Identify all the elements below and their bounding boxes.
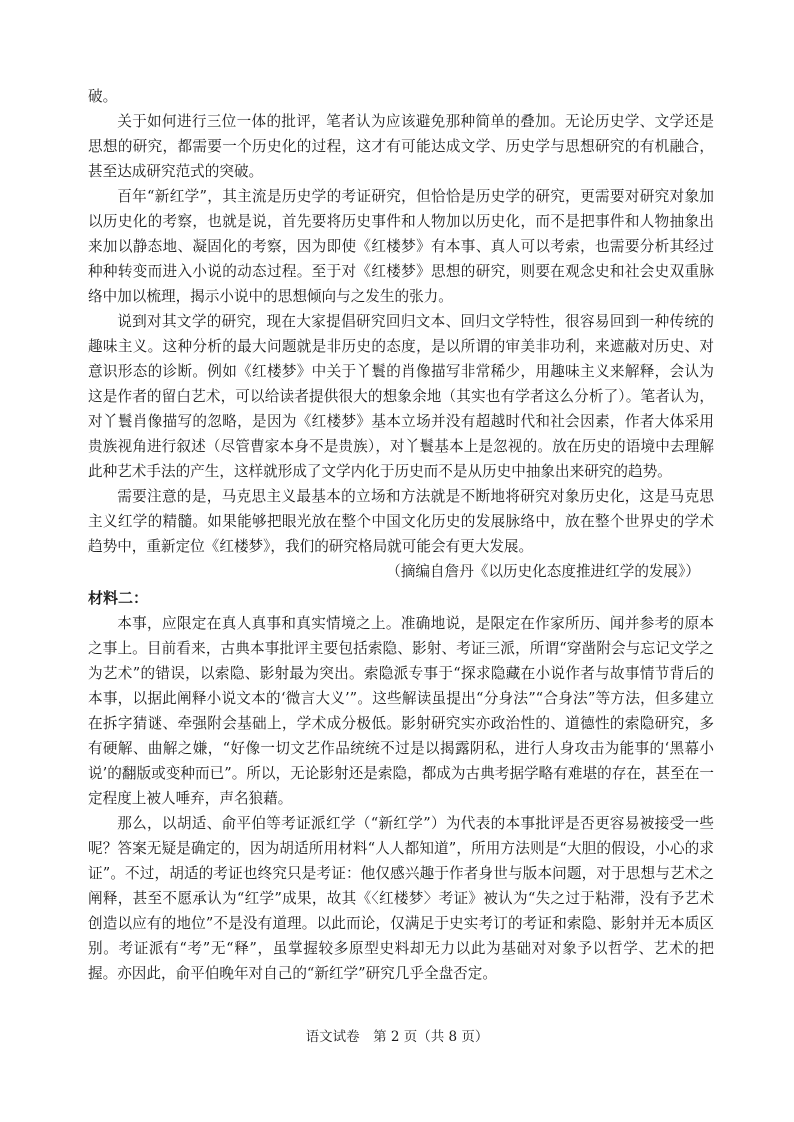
paragraph-continuation: 破。 [88,88,118,105]
paragraph: 百年“新红学”，其主流是历史学的考证研究，但恰恰是历史学的研究，更需要对研究对象加以历史化的考察，也就是说，首先要将历史事件和人物加以历史化，而不是把事件和人物抽象出来加以静态地、凝固化的考察，因为即使《红楼梦》有本事、真人可以考索，也需要分析其经过种种转变而进入小说的动态过程。至于对《红楼梦》思想的研究，则要在观念史和社会史双重脉络中加以梳理，揭示小说中的思想倾向与之发生的张力。 [88,188,714,305]
paragraph: 关于如何进行三位一体的批评，笔者认为应该避免那种简单的叠加。无论历史学、文学还是思想的研究，都需要一个历史化的过程，这才有可能达成文学、历史学与思想研究的有机融合，甚至达成研究范式的突破。 [88,113,714,180]
page-content [88,84,714,986]
section-heading-material-2: 材料二： [88,589,149,607]
paragraph: 本事，应限定在真人真事和真实情境之上。准确地说，是限定在作家所历、闻并参考的原本之事上。目前看来，古典本事批评主要包括索隐、影射、考证三派，所谓“穿凿附会与忘记文学之为艺术”的错误，以索隐、影射最为突出。索隐派专事于“探求隐藏在小说作者与故事情节背后的本事，以据此阐释小说文本的‘微言大义’”。这些解读虽提出“分身法”“合身法”等方法，但多建立在拆字猜谜、牵强附会基础上，学术成分极低。影射研究实亦政治性的、道德性的索隐研究，多有硬解、曲解之嫌，“好像一切文艺作品统统不过是以揭露阴私，进行人身攻击为能事的‘黑幕小说’的翻版或变种而已”。所以，无论影射还是索隐，都成为古典考据学略有难堪的存在，甚至在一定程度上被人唾弃，声名狼藉。 [88,615,714,807]
paragraph: 需要注意的是，马克思主义最基本的立场和方法就是不断地将研究对象历史化，这是马克思主义红学的精髓。如果能够把眼光放在整个中国文化历史的发展脉络中，放在整个世界史的学术趋势中，重新定位《红楼梦》，我们的研究格局就可能会有更大发展。 [88,488,714,555]
paragraph: 那么，以胡适、俞平伯等考证派红学（“新红学”）为代表的本事批评是否更容易被接受一些呢？答案无疑是确定的，因为胡适所用材料“人人都知道”，所用方法则是“大胆的假设，小心的求证”。不过，胡适的考证也终究只是考证：他仅感兴趣于作者身世与版本问题，对于思想与艺术之阐释，甚至不愿承认为“红学”成果，故其《〈红楼梦〉考证》被认为“失之过于粘滞，没有予艺术创造以应有的地位”不是没有道理。以此而论，仅满足于史实考订的考证和索隐、影射并无本质区别。考证派有“考”无“释”，虽掌握较多原型史料却无力以此为基础对对象予以哲学、艺术的把握。亦因此，俞平伯晚年对自己的“新红学”研究几乎全盘否定。 [88,815,714,982]
page-footer: 语文试卷 第 2 页（共 8 页） [305,1029,489,1045]
paragraph: 说到对其文学的研究，现在大家提倡研究回归文本、回归文学特性，很容易回到一种传统的趣味主义。这种分析的最大问题就是非历史的态度，是以所谓的审美非功利，来遮蔽对历史、对意识形态的诊断。例如《红楼梦》中关于丫鬟的肖像描写非常稀少，用趣味主义来解释，会认为这是作者的留白艺术，可以给读者提供很大的想象余地（其实也有学者这么分析了）。笔者认为，对丫鬟肖像描写的忽略，是因为《红楼梦》基本立场并没有超越时代和社会因素，作者大体采用贵族视角进行叙述（尽管曹家本身不是贵族），对丫鬟基本上是忽视的。放在历史的语境中去理解此种艺术手法的产生，这样就形成了文学内化于历史而不是从历史中抽象出来研究的趋势。 [88,313,714,480]
source-citation: （摘编自詹丹《以历史化态度推进红学的发展》） [386,563,700,580]
